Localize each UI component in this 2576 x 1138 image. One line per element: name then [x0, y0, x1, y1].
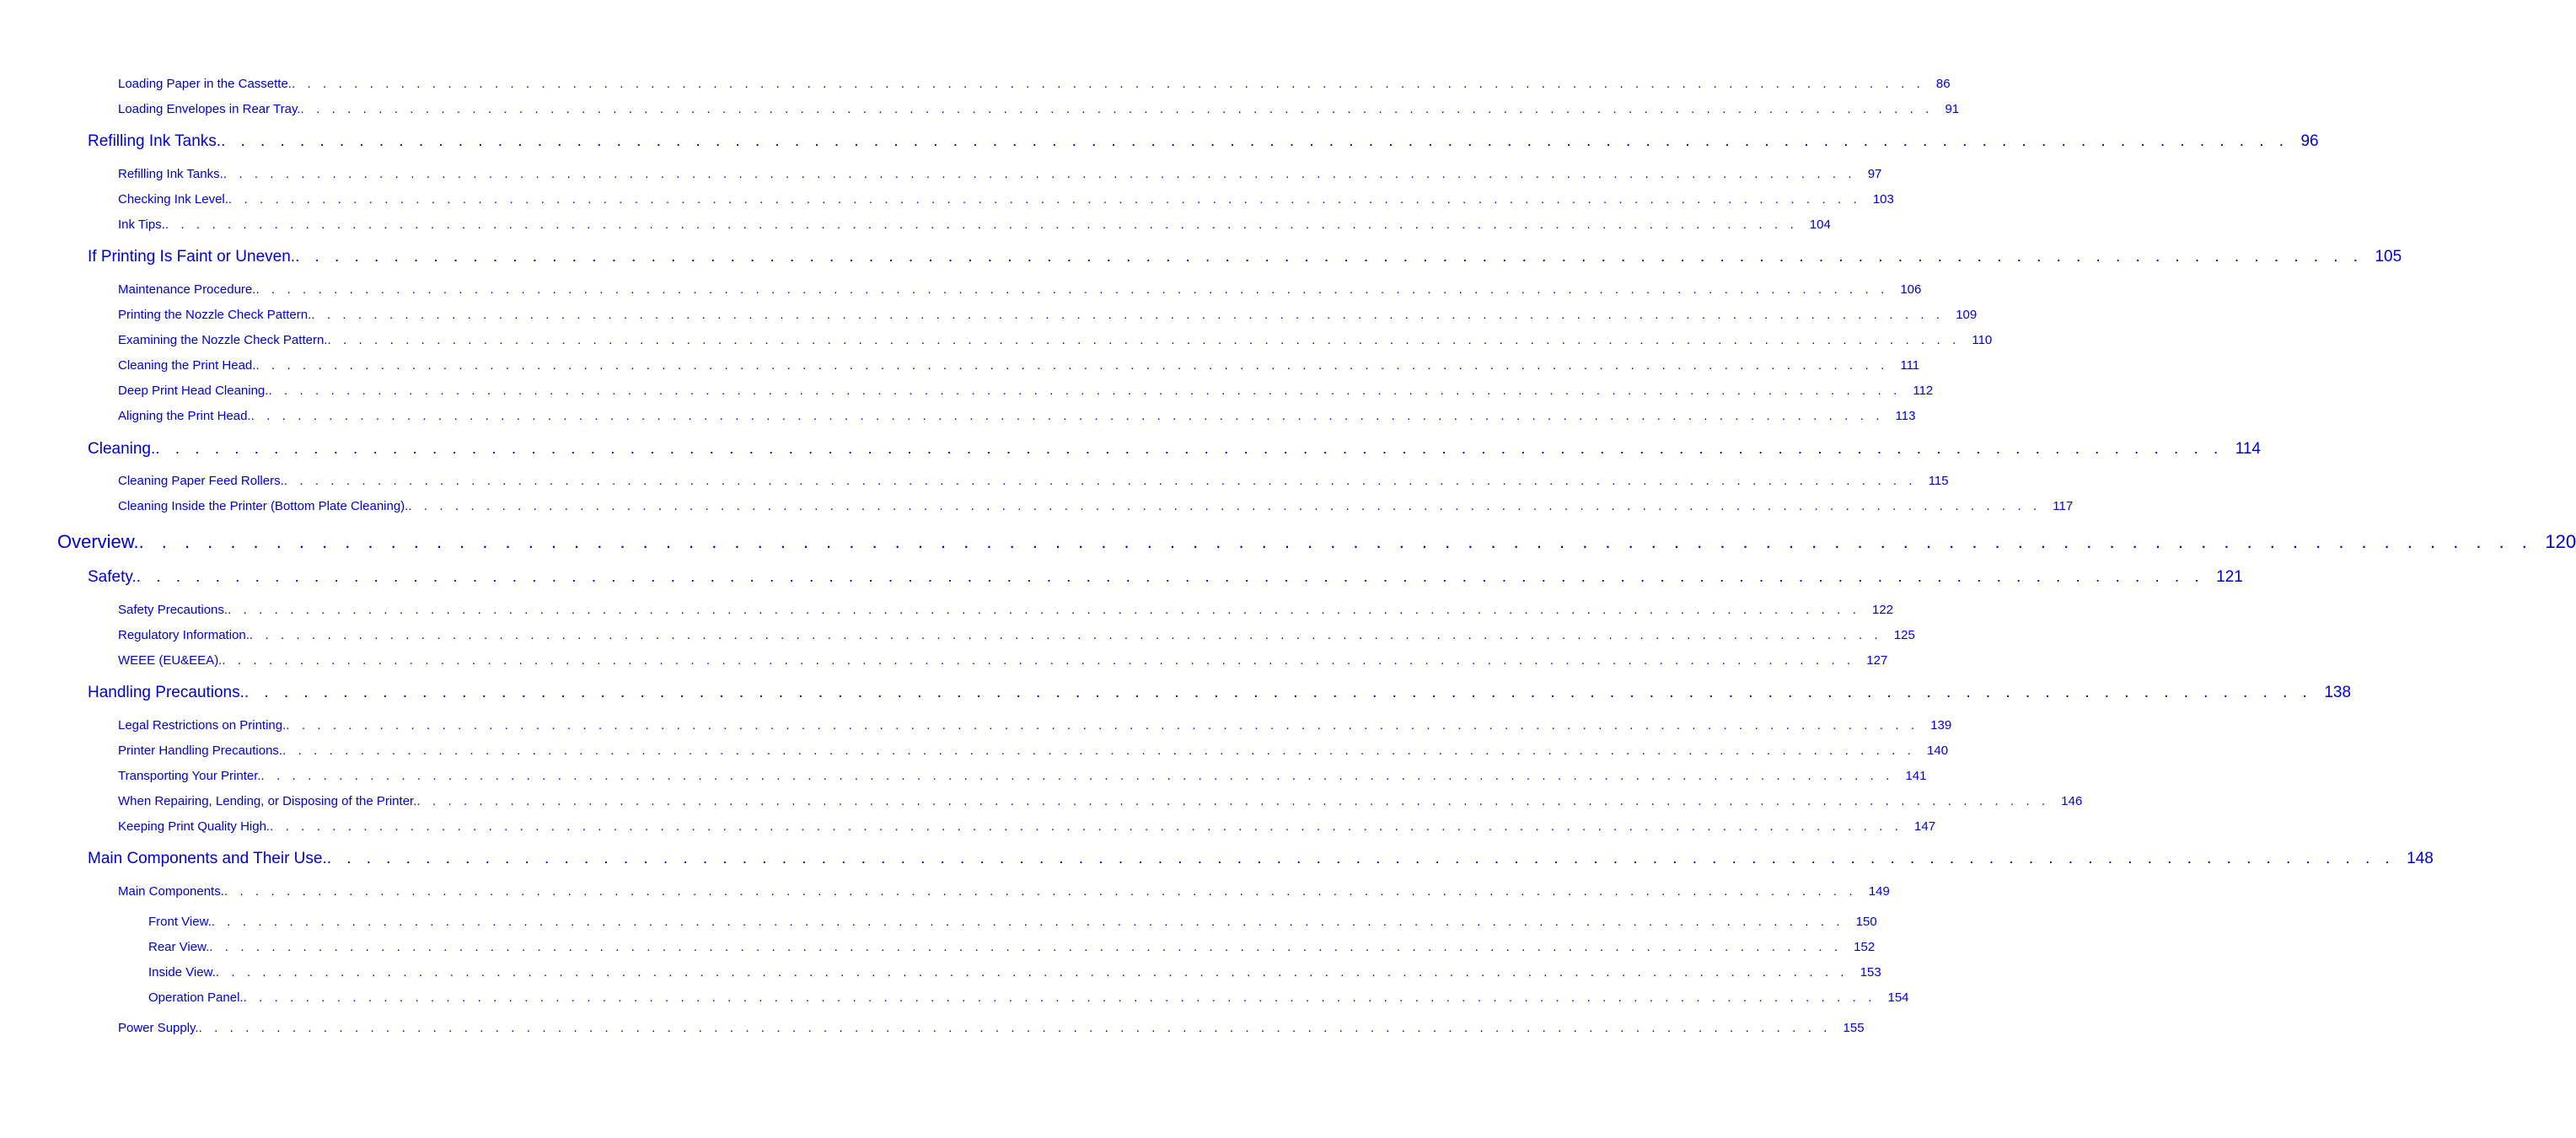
dot-leader: . . . . . . . . . . . . . . . . . . . . . . . . . . . . . . . . . . . . . . . . . . . . . . . . . . . . . . . . . . . . . . . . . . . . . . . . . . . . . . . . . . . . . . . . . . . . . . . . . . . . . . . . .: [408, 499, 2042, 513]
dot-leader: . . . . . . . . . . . . . . . . . . . . . . . . . . . . . . . . . . . . . . . . . . . . . . . . . . . . . . . . . . . . . . . . . . . . . . . . . . . . . . . . . . . . . . . . . . . . . . . . . . . . . . . . .: [228, 192, 1861, 207]
toc-entry-title: Aligning the Print Head.: [118, 409, 251, 423]
toc-entry-title: Ink Tips.: [118, 217, 165, 232]
dot-leader: . . . . . . . . . . . . . . . . . . . . . . . . . . . . . . . . . . . . . . . . . . . . . . . . . . . . . . . . . . . . . . . . . . . . . . . . . . . . . . . . . . . . . . . . . . . . . . . . . . . . . . . . .: [282, 743, 1916, 758]
dot-leader: . . . . . . . . . . . . . . . . . . . . . . . . . . . . . . . . . . . . . . . . . . . . . . . . . . . . . . . . . . . . . . . . . . . . . . . . . . . . . . . . . . . . . . . . . . . . . . . . . . . . . . . . .: [221, 132, 2289, 150]
toc-entry[interactable]: [57, 531, 2576, 553]
toc-entry-title: Rear View.: [148, 940, 210, 954]
dot-leader: . . . . . . . . . . . . . . . . . . . . . . . . . . . . . . . . . . . . . . . . . . . . . . . . . . . . . . . . . . . . . . . . . . . . . . . . . . . . . . . . . . . . . . . . . . . . . . . . . . . . . . . . .: [255, 282, 1889, 297]
dot-leader: . . . . . . . . . . . . . . . . . . . . . . . . . . . . . . . . . . . . . . . . . . . . . . . . . . . . . . . . . . . . . . . . . . . . . . . . . . . . . . . . . . . . . . . . . . . . . . . . . . . . . . . . .: [286, 718, 1919, 733]
toc-entry-page: 154: [1887, 990, 1909, 1005]
toc-entry-title: Handling Precautions.: [88, 684, 244, 701]
dot-leader: . . . . . . . . . . . . . . . . . . . . . . . . . . . . . . . . . . . . . . . . . . . . . . . . . . . . . . . . . . . . . . . . . . . . . . . . . . . . . . . . . . . . . . . . . . . . . . . . . . . . . . . . .: [416, 794, 2050, 808]
toc-entry-page: 121: [2216, 568, 2243, 586]
toc-entry-title: Front View.: [148, 915, 212, 929]
toc-entry-page: 127: [1866, 653, 1888, 668]
toc-entry-title: Legal Restrictions on Printing.: [118, 718, 287, 733]
toc-entry[interactable]: [118, 192, 1894, 207]
toc-entry-title: Checking Ink Level.: [118, 192, 228, 207]
toc-entry-title: Printer Handling Precautions.: [118, 743, 283, 758]
toc-entry-page: 103: [1872, 192, 1894, 207]
toc-entry[interactable]: [118, 743, 1949, 758]
toc-entry-title: Cleaning Paper Feed Rollers.: [118, 474, 284, 488]
toc-entry-title: Main Components and Their Use.: [88, 850, 327, 867]
toc-entry[interactable]: [118, 308, 1978, 322]
toc-entry-page: 105: [2375, 248, 2402, 266]
toc-entry-title: Power Supply.: [118, 1021, 199, 1035]
toc-entry-page: 111: [1900, 358, 1920, 373]
toc-entry-title: Refilling Ink Tanks.: [88, 132, 222, 150]
toc-entry[interactable]: [118, 628, 1915, 642]
toc-entry-title: Safety.: [88, 568, 137, 586]
dot-leader: . . . . . . . . . . . . . . . . . . . . . . . . . . . . . . . . . . . . . . . . . . . . . . . . . . . . . . . . . . . . . . . . . . . . . . . . . . . . . . . . . . . . . . . . . . . . . . . . . . . . . . . . .: [260, 769, 1894, 783]
toc-entry-page: 117: [2053, 499, 2074, 513]
toc-entry-page: 139: [1930, 718, 1952, 733]
toc-entry-page: 120: [2545, 531, 2576, 552]
toc-entry-page: 141: [1905, 769, 1927, 783]
toc-entry-title: Loading Paper in the Cassette.: [118, 77, 292, 91]
toc-entry-page: 110: [1972, 333, 1993, 347]
toc-entry-title: Cleaning the Print Head.: [118, 358, 256, 373]
toc-entry[interactable]: [118, 884, 1890, 899]
dot-leader: . . . . . . . . . . . . . . . . . . . . . . . . . . . . . . . . . . . . . . . . . . . . . . . . . . . . . . . . . . . . . . . . . . . . . . . . . . . . . . . . . . . . . . . . . . . . . . . . . . . . . . . . .: [223, 884, 1857, 899]
toc-entry-title: WEEE (EU&EEA).: [118, 653, 223, 668]
toc-entry-page: 106: [1900, 282, 1922, 297]
dot-leader: . . . . . . . . . . . . . . . . . . . . . . . . . . . . . . . . . . . . . . . . . . . . . . . . . . . . . . . . . . . . . . . . . . . . . . . . . . . . . . . . . . . . . . . . . . . . . . . . . . . . . . . . .: [311, 308, 1945, 322]
dot-leader: . . . . . . . . . . . . . . . . . . . . . . . . . . . . . . . . . . . . . . . . . . . . . . . . . . . . . . . . . . . . . . . . . . . . . . . . . . . . . . . . . . . . . . . . . . . . . . . . . . . . . . . . .: [136, 568, 2205, 586]
toc-entry[interactable]: [118, 167, 1882, 181]
toc-entry[interactable]: [118, 102, 1960, 116]
toc-entry[interactable]: [118, 819, 1936, 834]
toc-entry[interactable]: [88, 850, 2434, 868]
dot-leader: . . . . . . . . . . . . . . . . . . . . . . . . . . . . . . . . . . . . . . . . . . . . . . . . . . . . . . . . . . . . . . . . . . . . . . . . . . . . . . . . . . . . . . . . . . . . . . . . . . . . . . . . .: [327, 333, 1961, 347]
toc-entry-page: 149: [1868, 884, 1890, 899]
toc-entry-title: Deep Print Head Cleaning.: [118, 384, 269, 398]
toc-entry-page: 155: [1843, 1021, 1865, 1035]
dot-leader: . . . . . . . . . . . . . . . . . . . . . . . . . . . . . . . . . . . . . . . . . . . . . . . . . . . . . . . . . . . . . . . . . . . . . . . . . . . . . . . . . . . . . . . . . . . . . . . . . . . . . . . . .: [198, 1021, 1832, 1035]
toc-entry[interactable]: [118, 1021, 1865, 1035]
dot-leader: . . . . . . . . . . . . . . . . . . . . . . . . . . . . . . . . . . . . . . . . . . . . . . . . . . . . . . . . . . . . . . . . . . . . . . . . . . . . . . . . . . . . . . . . . . . . . . . . . . . . . . . . .: [295, 248, 2364, 266]
dot-leader: . . . . . . . . . . . . . . . . . . . . . . . . . . . . . . . . . . . . . . . . . . . . . . . . . . . . . . . . . . . . . . . . . . . . . . . . . . . . . . . . . . . . . . . . . . . . . . . . . . . . . . . . .: [250, 409, 1884, 423]
toc-entry-page: 86: [1935, 77, 1951, 91]
toc-entry-title: Operation Panel.: [148, 990, 244, 1005]
toc-entry-title: Safety Precautions.: [118, 603, 228, 617]
toc-entry-title: Maintenance Procedure.: [118, 282, 256, 297]
toc-entry-page: 104: [1809, 217, 1831, 232]
toc-entry[interactable]: [88, 440, 2261, 459]
toc-entry-page: 113: [1895, 409, 1916, 423]
dot-leader: . . . . . . . . . . . . . . . . . . . . . . . . . . . . . . . . . . . . . . . . . . . . . . . . . . . . . . . . . . . . . . . . . . . . . . . . . . . . . . . . . . . . . . . . . . . . . . . . . . . . . . . . .: [255, 358, 1889, 373]
toc-entry[interactable]: [118, 653, 1888, 668]
dot-leader: . . . . . . . . . . . . . . . . . . . . . . . . . . . . . . . . . . . . . . . . . . . . . . . . . . . . . . . . . . . . . . . . . . . . . . . . . . . . . . . . . . . . . . . . . . . . . . . . . . . . . . . . .: [291, 77, 1924, 91]
dot-leader: . . . . . . . . . . . . . . . . . . . . . . . . . . . . . . . . . . . . . . . . . . . . . . . . . . . . . . . . . . . . . . . . . . . . . . . . . . . . . . . . . . . . . . . . . . . . . . . . . . . . . . . . .: [326, 850, 2396, 867]
dot-leader: . . . . . . . . . . . . . . . . . . . . . . . . . . . . . . . . . . . . . . . . . . . . . . . . . . . . . . . . . . . . . . . . . . . . . . . . . . . . . . . . . . . . . . . . . . . . . . . . . . . . . . . . .: [209, 940, 1843, 954]
toc-entry-page: 122: [1871, 603, 1894, 617]
toc-entry-page: 112: [1913, 384, 1934, 398]
toc-entry-title: Cleaning.: [88, 440, 156, 458]
dot-leader: . . . . . . . . . . . . . . . . . . . . . . . . . . . . . . . . . . . . . . . . . . . . . . . . . . . . . . . . . . . . . . . . . . . . . . . . . . . . . . . . . . . . . . . . . . . . . . . . . . . . . . . . .: [228, 603, 1860, 617]
toc-entry-page: 115: [1928, 474, 1949, 488]
toc-entry-title: Printing the Nozzle Check Pattern.: [118, 308, 312, 322]
toc-entry-page: 91: [1945, 102, 1960, 116]
toc-entry[interactable]: [118, 499, 2074, 513]
toc-entry-page: 96: [2300, 132, 2319, 150]
toc-entry-title: Refilling Ink Tanks.: [118, 167, 223, 181]
toc-entry[interactable]: [118, 769, 1927, 783]
toc-entry-title: Examining the Nozzle Check Pattern.: [118, 333, 328, 347]
dot-leader: . . . . . . . . . . . . . . . . . . . . . . . . . . . . . . . . . . . . . . . . . . . . . . . . . . . . . . . . . . . . . . . . . . . . . . . . . . . . . . . . . . . . . . . . . . . . . . . . . . . . . . . . .: [270, 819, 1903, 834]
dot-leader: . . . . . . . . . . . . . . . . . . . . . . . . . . . . . . . . . . . . . . . . . . . . . . . . . . . . . . . . . . . . . . . . . . . . . . . . . . . . . . . . . . . . . . . . . . . . . . . . . . . . . . . . .: [283, 474, 1917, 488]
dot-leader: . . . . . . . . . . . . . . . . . . . . . . . . . . . . . . . . . . . . . . . . . . . . . . . . . . . . . . . . . . . . . . . . . . . . . . . . . . . . . . . . . . . . . . . . . . . . . . . . . . . . . . . . .: [223, 167, 1856, 181]
toc-entry-title: Transporting Your Printer.: [118, 769, 261, 783]
toc-entry-page: 140: [1927, 743, 1949, 758]
toc-entry-title: If Printing Is Faint or Uneven.: [88, 248, 296, 266]
toc-entry-page: 148: [2407, 850, 2434, 867]
toc-entry[interactable]: [88, 684, 2352, 702]
toc-entry-title: Inside View.: [148, 965, 216, 980]
toc-entry[interactable]: [118, 603, 1894, 617]
toc-entry[interactable]: [118, 409, 1916, 423]
dot-leader: . . . . . . . . . . . . . . . . . . . . . . . . . . . . . . . . . . . . . . . . . . . . . . . . . . . . . . . . . . . . . . . . . . . . . . . . . . . . . . . . . . . . . . . . . . . . . . . . . . . . . . . . .: [164, 217, 1798, 232]
toc-entry[interactable]: [118, 718, 1952, 733]
toc-entry-title: Cleaning Inside the Printer (Bottom Plate Cleaning).: [118, 499, 409, 513]
toc-entry-page: 138: [2324, 684, 2352, 701]
toc-entry-title: When Repairing, Lending, or Disposing of the Printer.: [118, 794, 417, 808]
toc-entry[interactable]: [118, 474, 1949, 488]
dot-leader: . . . . . . . . . . . . . . . . . . . . . . . . . . . . . . . . . . . . . . . . . . . . . . . . . . . . . . . . . . . . . . . . . . . . . . . . . . . . . . . . . . . . . . . . . . . . . . . . . . . . . . . . .: [215, 965, 1849, 980]
dot-leader: . . . . . . . . . . . . . . . . . . . . . . . . . . . . . . . . . . . . . . . . . . . . . . . . . . . . . . . . . . . . . . . . . . . . . . . . . . . . . . . . . . . . . . . . . . . . . . . . . . . . . . . . .: [268, 384, 1902, 398]
toc-entry-title: Regulatory Information.: [118, 628, 250, 642]
toc-entry[interactable]: [118, 794, 2083, 808]
toc-entry[interactable]: [118, 282, 1922, 297]
toc-entry[interactable]: [148, 990, 1909, 1005]
toc-entry-page: 147: [1914, 819, 1936, 834]
toc-entry[interactable]: [148, 940, 1876, 954]
toc-entry[interactable]: [118, 77, 1951, 91]
dot-leader: . . . . . . . . . . . . . . . . . . . . . . . . . . . . . . . . . . . . . . . . . . . . . . . . . . . . . . . . . . . . . . . . . . . . . . . . . . . . . . . . . . . . . . . . . . . . . . . . . . . . . . . . .: [243, 990, 1876, 1005]
toc-entry-page: 153: [1860, 965, 1881, 980]
toc-entry-page: 109: [1956, 308, 1978, 322]
toc-entry-page: 114: [2235, 440, 2261, 458]
dot-leader: . . . . . . . . . . . . . . . . . . . . . . . . . . . . . . . . . . . . . . . . . . . . . . . . . . . . . . . . . . . . . . . . . . . . . . . . . . . . . . . . . . . . . . . . . . . . . . . . . . . . . . . . .: [211, 915, 1844, 929]
toc-entry-page: 97: [1867, 167, 1882, 181]
toc-entry[interactable]: [88, 132, 2319, 151]
toc-entry-page: 146: [2061, 794, 2083, 808]
toc-entry-title: Loading Envelopes in Rear Tray.: [118, 102, 301, 116]
dot-leader: . . . . . . . . . . . . . . . . . . . . . . . . . . . . . . . . . . . . . . . . . . . . . . . . . . . . . . . . . . . . . . . . . . . . . . . . . . . . . . . . . . . . . . . . . . . . . . . . . . . . . . . . .: [222, 653, 1855, 668]
toc-entry[interactable]: [118, 384, 1934, 398]
toc-entry-title: Main Components.: [118, 884, 224, 899]
dot-leader: . . . . . . . . . . . . . . . . . . . . . . . . . . . . . . . . . . . . . . . . . . . . . . . . . . . . . . . . . . . . . . . . . . . . . . . . . . . . . . . . . . . . . . . . . . . . . . . . . . . . . . . . .: [138, 531, 2534, 552]
toc-entry[interactable]: [88, 248, 2402, 266]
toc-entry-page: 152: [1854, 940, 1876, 954]
toc-entry-page: 150: [1855, 915, 1877, 929]
toc-entry-page: 125: [1893, 628, 1915, 642]
toc-entry-title: Keeping Print Quality High.: [118, 819, 271, 834]
dot-leader: . . . . . . . . . . . . . . . . . . . . . . . . . . . . . . . . . . . . . . . . . . . . . . . . . . . . . . . . . . . . . . . . . . . . . . . . . . . . . . . . . . . . . . . . . . . . . . . . . . . . . . . . .: [244, 684, 2313, 701]
toc-entry-title: Overview.: [57, 531, 139, 552]
toc-entry[interactable]: [118, 333, 1993, 347]
toc-entry[interactable]: [88, 568, 2243, 587]
dot-leader: . . . . . . . . . . . . . . . . . . . . . . . . . . . . . . . . . . . . . . . . . . . . . . . . . . . . . . . . . . . . . . . . . . . . . . . . . . . . . . . . . . . . . . . . . . . . . . . . . . . . . . . . .: [300, 102, 1934, 116]
dot-leader: . . . . . . . . . . . . . . . . . . . . . . . . . . . . . . . . . . . . . . . . . . . . . . . . . . . . . . . . . . . . . . . . . . . . . . . . . . . . . . . . . . . . . . . . . . . . . . . . . . . . . . . . .: [155, 440, 2224, 458]
toc-entry[interactable]: [148, 965, 1881, 980]
toc-entry[interactable]: [148, 915, 1877, 929]
toc-entry[interactable]: [118, 217, 1831, 232]
toc-entry[interactable]: [118, 358, 1920, 373]
dot-leader: . . . . . . . . . . . . . . . . . . . . . . . . . . . . . . . . . . . . . . . . . . . . . . . . . . . . . . . . . . . . . . . . . . . . . . . . . . . . . . . . . . . . . . . . . . . . . . . . . . . . . . . . .: [249, 628, 1882, 642]
